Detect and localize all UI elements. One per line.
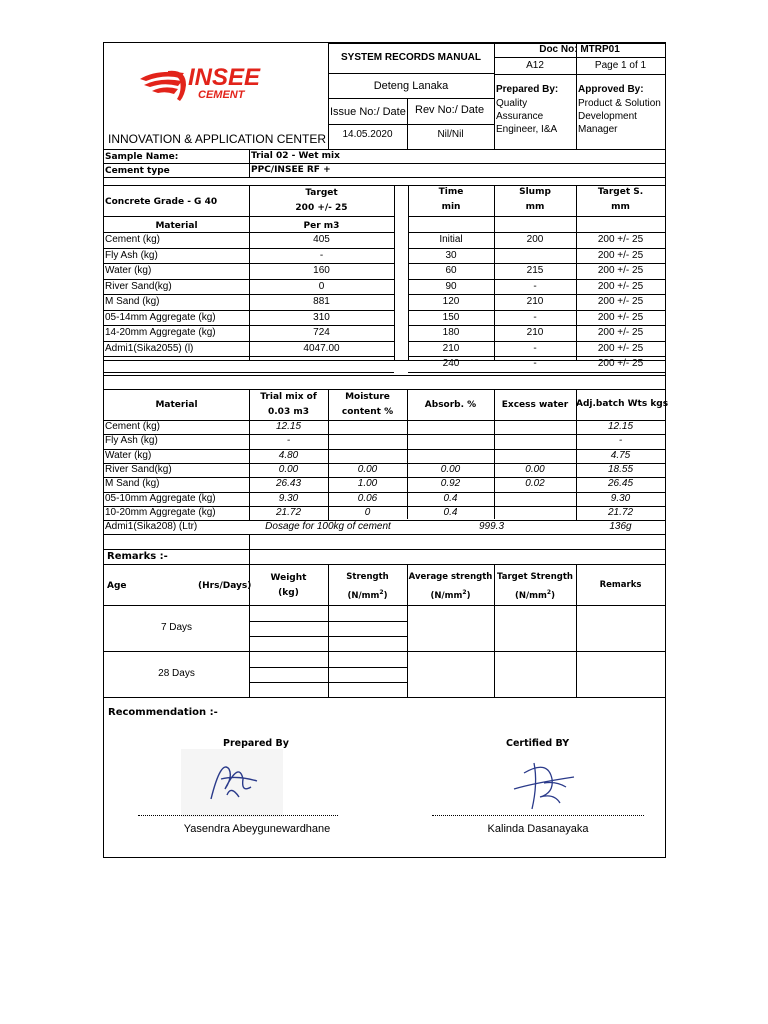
- trial-absorb: [407, 449, 494, 463]
- slump-value: -: [533, 358, 537, 369]
- prepared-by-line: Assurance: [496, 111, 544, 122]
- approved-by-line: Development: [578, 111, 637, 122]
- insee-logo: [138, 64, 288, 107]
- certified-by-caption: Certified BY: [506, 738, 570, 749]
- adj-batch-header: Adj.batch Wts kgs: [576, 399, 669, 409]
- mix-material: Fly Ash (kg): [105, 249, 158, 261]
- trial-absorb: 0.4: [443, 492, 458, 504]
- rule: [104, 389, 665, 390]
- mix-material: Water (kg): [105, 265, 152, 276]
- weight-header: Weight: [270, 573, 307, 583]
- slump-value: 215: [526, 265, 544, 276]
- signature-icon: [181, 749, 283, 817]
- moisture-unit-header: content %: [341, 407, 394, 417]
- units-header: (Hrs/Days): [198, 581, 252, 591]
- trial-moisture: 0.00: [357, 463, 378, 475]
- rule: [104, 605, 665, 606]
- trial-excess: [494, 420, 576, 434]
- trial-weight: 9.30: [278, 492, 299, 504]
- certified-signature-line: [432, 815, 644, 816]
- mix-material: River Sand(kg): [105, 280, 172, 292]
- slump-target: 200 +/- 25: [597, 311, 644, 323]
- prepared-by-label: Prepared By:: [496, 84, 559, 95]
- approved-by-line: Manager: [578, 124, 618, 135]
- trial-moisture: 0.06: [357, 492, 378, 504]
- trial-excess: [494, 434, 576, 448]
- trial-weight: 21.72: [275, 506, 302, 518]
- target-label: Target: [305, 188, 338, 198]
- unit-text: (N/mm: [430, 590, 463, 601]
- rule: [328, 98, 494, 99]
- slump-time: 60: [445, 265, 457, 276]
- trial-moisture: [328, 434, 407, 448]
- slump-target: 200 +/- 25: [597, 342, 644, 354]
- absorb-header: Absorb. %: [424, 400, 477, 410]
- rule: [328, 73, 494, 74]
- remarks-label: Remarks :-: [107, 551, 168, 562]
- rev-value: Nil/Nil: [437, 129, 464, 140]
- strength-header: Strength: [346, 572, 389, 582]
- admix-value: 999.3: [478, 521, 505, 532]
- rule: [576, 43, 577, 149]
- slump-time: 210: [442, 342, 460, 354]
- trial-weight: 4.80: [278, 449, 299, 461]
- age-header: Age: [107, 581, 127, 591]
- mix-per-m3: 160: [313, 265, 330, 276]
- trial-volume-header: 0.03 m3: [268, 407, 309, 417]
- certified-signature: [504, 753, 584, 813]
- trial-adj: 9.30: [610, 492, 631, 504]
- unit-text: ): [466, 590, 471, 601]
- slump-value: -: [533, 342, 537, 354]
- trial-excess: 0.02: [525, 478, 545, 490]
- trial-absorb: [407, 434, 494, 448]
- rule: [104, 356, 394, 357]
- mix-per-m3: -: [319, 249, 324, 261]
- rule: [394, 185, 395, 360]
- trial-material: Cement (kg): [105, 421, 161, 432]
- slump-value: 210: [526, 327, 544, 338]
- trial-absorb: 0.92: [440, 478, 461, 490]
- admix-adj: 136g: [609, 521, 632, 532]
- slump-target: 200 +/- 25: [597, 296, 644, 307]
- trial-moisture: 0: [364, 506, 371, 518]
- trial-material-header: Material: [155, 400, 198, 410]
- company-name: Deteng Lanaka: [373, 80, 449, 92]
- rule: [104, 372, 394, 373]
- mix-material: 05-14mm Aggregate (kg): [105, 311, 216, 323]
- per-m3-header: Per m3: [303, 221, 340, 231]
- sample-name-value: Trial 02 - Wet mix: [251, 151, 340, 161]
- prepared-signature-line: [138, 815, 338, 816]
- logo-sub: CEMENT: [198, 89, 245, 101]
- rule: [494, 43, 495, 149]
- target-slump-unit-header: mm: [611, 202, 630, 212]
- trial-weight: 12.15: [275, 421, 302, 432]
- slump-time: 180: [442, 327, 460, 338]
- rule: [104, 149, 665, 150]
- slump-target: 200 +/- 25: [597, 327, 644, 338]
- slump-value: -: [533, 311, 537, 323]
- rule: [328, 124, 494, 125]
- rule: [249, 682, 407, 683]
- trial-excess: [494, 449, 576, 463]
- slump-value: 200: [526, 234, 544, 245]
- prepared-by-line: Quality: [496, 98, 528, 109]
- target-slump-header: Target S.: [597, 187, 644, 197]
- rule: [249, 621, 407, 622]
- slump-time: 90: [445, 280, 457, 292]
- mix-per-m3: 881: [313, 296, 330, 307]
- mix-material: Admi1(Sika2055) (l): [105, 342, 194, 354]
- trial-material: River Sand(kg): [105, 463, 172, 475]
- recommendation-label: Recommendation :-: [108, 707, 218, 718]
- rule: [104, 651, 665, 652]
- age-7-days: 7 Days: [160, 622, 193, 633]
- unit-power: 2: [462, 589, 467, 596]
- rule: [249, 636, 407, 637]
- unit-power: 2: [379, 589, 384, 596]
- trial-weight: 26.43: [275, 478, 302, 490]
- mix-per-m3: 310: [313, 311, 330, 323]
- moisture-header: Moisture: [345, 392, 390, 402]
- mix-material: Cement (kg): [105, 234, 161, 245]
- slump-target: 200 +/- 25: [597, 358, 644, 369]
- slump-target: 200 +/- 25: [597, 265, 644, 276]
- target-value: 200 +/- 25: [295, 203, 348, 213]
- certified-name: Kalinda Dasanayaka: [487, 823, 589, 835]
- center-name: INNOVATION & APPLICATION CENTER: [108, 132, 327, 146]
- eagle-icon: [138, 67, 188, 105]
- unit-text: (N/mm: [347, 590, 380, 601]
- rule: [494, 57, 665, 58]
- unit-text: (N/mm: [515, 590, 547, 601]
- manual-title: SYSTEM RECORDS MANUAL: [340, 52, 481, 63]
- slump-time: 120: [442, 296, 460, 307]
- rule: [104, 360, 665, 361]
- rev-label: Rev No:/ Date: [415, 104, 485, 116]
- admix-dosage: Dosage for 100kg of cement: [265, 521, 391, 532]
- slump-time: 30: [445, 249, 457, 261]
- rule: [104, 697, 665, 698]
- slump-target: 200 +/- 25: [597, 280, 644, 292]
- mix-per-m3: 4047.00: [303, 342, 340, 354]
- slump-value: -: [533, 280, 537, 292]
- rule: [104, 375, 665, 376]
- trial-adj: -: [618, 435, 623, 447]
- trial-absorb: [407, 420, 494, 434]
- slump-time: Initial: [439, 234, 463, 245]
- admix-material: Admi1(Sika208) (Ltr): [105, 521, 198, 532]
- trial-excess: [494, 492, 576, 506]
- target-strength-header: Target Strength: [497, 572, 573, 582]
- doc-number: Doc No: MTRP01: [539, 44, 620, 55]
- slump-unit-header: mm: [525, 202, 545, 212]
- sample-name-label: Sample Name:: [105, 152, 179, 162]
- cement-type-value: PPC/INSEE RF +: [251, 165, 331, 175]
- rule: [249, 667, 407, 668]
- trial-moisture: [328, 449, 407, 463]
- rule: [104, 564, 665, 565]
- excess-water-header: Excess water: [501, 400, 569, 410]
- trial-adj: 21.72: [607, 506, 634, 518]
- trial-material: Water (kg): [105, 449, 152, 461]
- trial-excess: [494, 506, 576, 520]
- trial-weight: 0.00: [278, 463, 299, 475]
- issue-label: Issue No:/ Date: [330, 106, 406, 118]
- trial-absorb: 0.4: [443, 506, 458, 518]
- rule: [104, 216, 394, 217]
- rule: [408, 216, 665, 217]
- unit-text: ): [551, 590, 555, 601]
- material-header: Material: [155, 221, 198, 231]
- rule: [104, 534, 665, 535]
- trial-moisture: [328, 420, 407, 434]
- rule: [494, 564, 495, 697]
- trial-mix-header: Trial mix of: [260, 392, 317, 402]
- slump-value: 210: [526, 296, 544, 307]
- mix-per-m3: 0: [318, 280, 325, 292]
- time-unit-header: min: [441, 202, 461, 212]
- mix-material: 14-20mm Aggregate (kg): [105, 327, 216, 338]
- trial-adj: 18.55: [607, 463, 634, 475]
- approved-by-label: Approved By:: [578, 84, 644, 95]
- slump-time: 150: [442, 311, 460, 323]
- signature-icon: [504, 753, 584, 813]
- trial-material: 05-10mm Aggregate (kg): [105, 492, 216, 504]
- mix-per-m3: 724: [313, 327, 330, 338]
- slump-value: [494, 248, 576, 264]
- slump-target: 200 +/- 25: [597, 249, 644, 261]
- trial-weight: -: [286, 435, 291, 447]
- trial-material: M Sand (kg): [105, 478, 160, 490]
- rule: [407, 564, 408, 697]
- issue-date: 14.05.2020: [342, 129, 393, 140]
- unit-text: ): [383, 590, 388, 601]
- approved-by-line: Product & Solution: [578, 98, 661, 109]
- slump-time: 240: [442, 358, 460, 369]
- mix-per-m3: 405: [313, 234, 330, 245]
- unit-power: 2: [546, 589, 552, 596]
- cement-type-label: Cement type: [105, 166, 170, 176]
- trial-material: 10-20mm Aggregate (kg): [105, 506, 216, 518]
- time-header: Time: [438, 187, 464, 197]
- page-number: Page 1 of 1: [594, 60, 647, 71]
- rule: [249, 149, 250, 177]
- mix-material: M Sand (kg): [105, 296, 160, 307]
- average-strength-unit: [407, 587, 494, 602]
- slump-target: 200 +/- 25: [597, 234, 644, 245]
- trial-adj: 26.45: [607, 478, 634, 490]
- records-sheet: [103, 42, 669, 858]
- prepared-name: Yasendra Abeygunewardhane: [183, 823, 331, 835]
- rule: [328, 564, 329, 697]
- prepared-by-line: Engineer, I&A: [496, 124, 558, 135]
- rule: [104, 177, 665, 178]
- trial-adj: 12.15: [607, 421, 634, 432]
- slump-header: Slump: [519, 187, 551, 197]
- trial-material: Fly Ash (kg): [105, 435, 158, 447]
- average-strength-header: Average strength: [408, 572, 493, 582]
- rule: [408, 372, 665, 373]
- prepared-by-caption: Prepared By: [223, 738, 289, 749]
- rule: [249, 534, 250, 564]
- rule: [494, 74, 665, 75]
- trial-absorb: 0.00: [440, 463, 461, 475]
- logo-brand: INSEE: [188, 64, 261, 91]
- grade-label: Concrete Grade - G 40: [105, 197, 218, 207]
- weight-unit-header: (kg): [278, 588, 299, 598]
- trial-moisture: 1.00: [357, 478, 378, 490]
- trial-excess: 0.00: [525, 463, 545, 475]
- age-28-days: 28 Days: [158, 668, 195, 679]
- rule: [104, 549, 665, 550]
- prepared-signature: [181, 749, 283, 817]
- revision-code: A12: [526, 60, 544, 71]
- remarks-header: Remarks: [599, 580, 642, 590]
- trial-adj: 4.75: [610, 449, 631, 461]
- target-strength-unit: [494, 587, 576, 602]
- rule: [104, 163, 665, 164]
- strength-unit: [328, 587, 407, 602]
